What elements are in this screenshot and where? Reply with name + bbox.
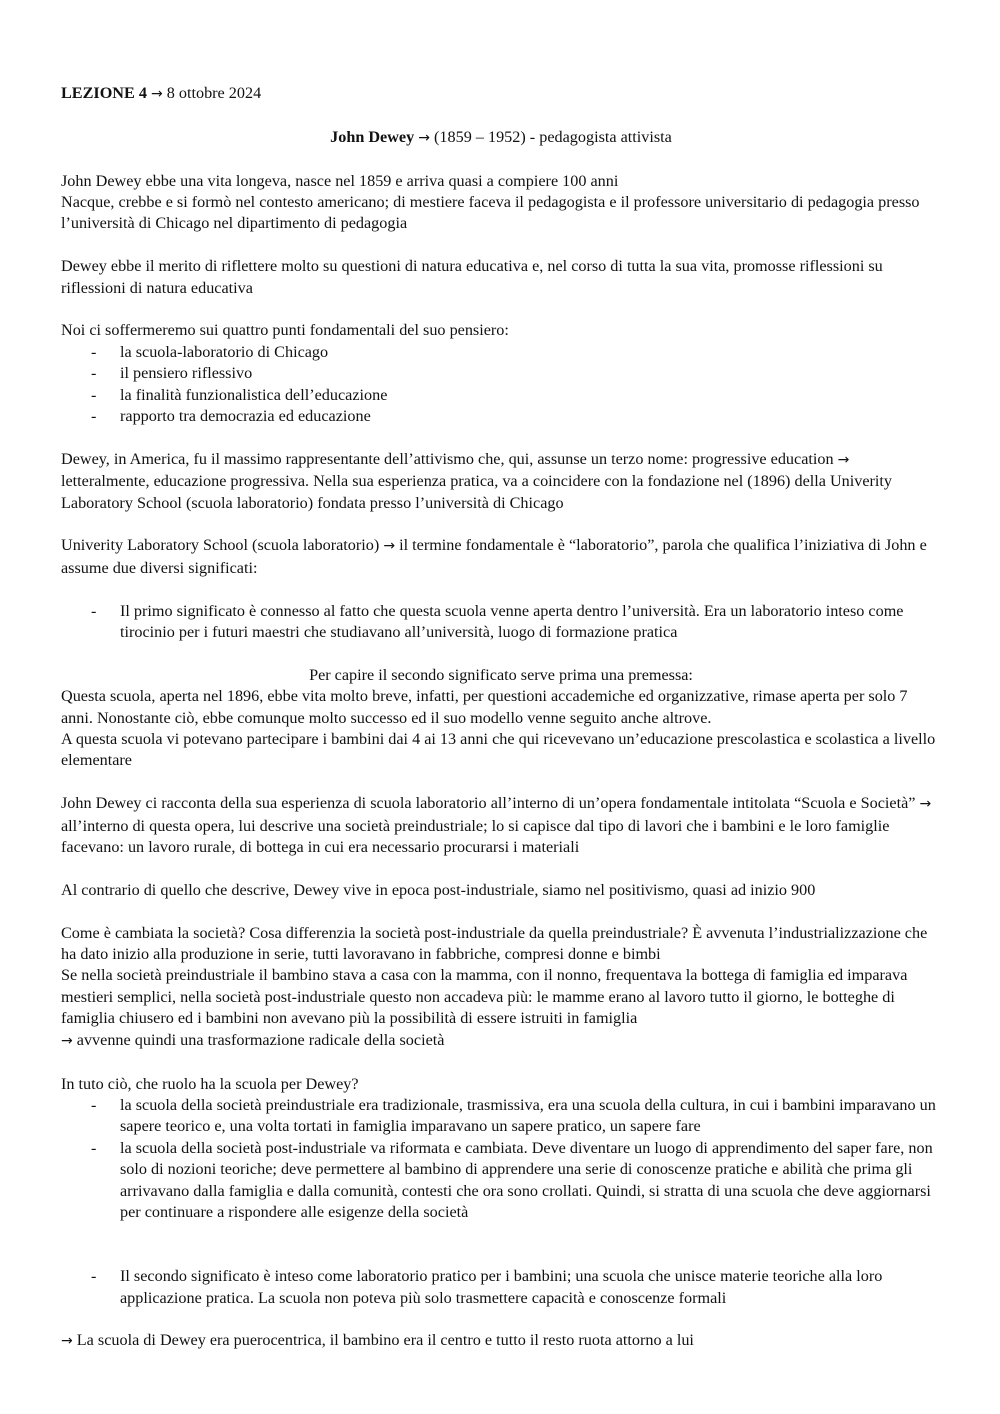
activism-text-1: Dewey, in America, fu il massimo rappresentante dell’attivismo che, qui, assunse un terzo nome: progressive education <box>61 449 834 468</box>
change-line-2: Se nella società preindustriale il bambino stava a casa con la mamma, con il nonno, frequentava la bottega di famiglia ed imparava mestieri semplici, nella società post-industriale questo non accadeva più: le mamme erano al lavoro tutto il giorno, le botteghe di famiglia chiusero ed i bambini non avevano più la possibilità di essere istruiti in famiglia <box>61 966 908 1028</box>
society-book-text-1: John Dewey ci racconta della sua esperienza di scuola laboratorio all’interno di un’opera fondamentale intitolata “Scuola e Società” <box>61 794 916 813</box>
points-intro: Noi ci soffermeremo sui quattro punti fondamentali del suo pensiero: <box>61 321 509 340</box>
premise-line-2: A questa scuola vi potevano partecipare i bambini dai 4 ai 13 anni che qui ricevevano un’educazione prescolastica e scolastica a livello elementare <box>61 730 936 770</box>
change-line-3 <box>61 1030 941 1052</box>
intro-line-1: John Dewey ebbe una vita longeva, nasce nel 1859 e arriva quasi a compiere 100 anni <box>61 171 619 190</box>
lab-school-paragraph <box>61 535 941 579</box>
premise-line-1: Questa scuola, aperta nel 1896, ebbe vita molto breve, infatti, per questioni accademiche ed organizzative, rimase aperta per solo 7 anni. Nonostante ciò, ebbe comunque molto successo ed il suo modello venne seguito anche altrove. <box>61 687 908 727</box>
society-book-paragraph <box>61 793 941 858</box>
list-item: - rapporto tra democrazia ed educazione <box>61 406 941 427</box>
list-item: - la scuola della società post-industriale va riformata e cambiata. Deve diventare un luogo di apprendimento del saper fare, non solo di nozioni teoriche; deve permettere al bambino di apprendere una serie di conoscenze pratiche e abilità che prima gli arrivavano dalla famiglia e dalla comunità, contesti che ora sono crollati. Quindi, si stratta di una scuola che deve aggiornarsi per continuare a rispondere alle esigenze della società <box>61 1138 941 1224</box>
change-text-3: avvenne quindi una trasformazione radicale della società <box>76 1030 445 1049</box>
arrow-right-icon: → <box>837 451 850 468</box>
document-body <box>61 83 941 1353</box>
list-item: - Il secondo significato è inteso come laboratorio pratico per i bambini; una scuola che unisce materie teoriche alla loro applicazione pratica. La scuola non poteva più solo trasmettere capacità e conoscenze formali <box>61 1266 941 1309</box>
change-line-1: Come è cambiata la società? Cosa differenzia la società post-industriale da quella preindustriale? È avvenuta l’industrializzazione che ha dato inizio alla produzione in serie, tutti lavoravano in fabbriche, compresi donne e bimbi <box>61 923 928 964</box>
list-item: - il pensiero riflessivo <box>61 363 941 384</box>
lesson-date: 8 ottobre 2024 <box>166 84 262 102</box>
lab-school-text-1: Univerity Laboratory School (scuola laboratorio) <box>61 536 380 555</box>
arrow-right-icon: → <box>150 86 163 102</box>
meaning-1-list <box>61 601 941 644</box>
arrow-right-icon: → <box>418 129 430 146</box>
arrow-right-icon: → <box>919 796 932 813</box>
school-role-list <box>61 1095 941 1223</box>
society-book-text-2: all’interno di questa opera, lui descrive una società preindustriale; lo si capisce dal tipo di lavori che i bambini e le loro famiglie facevano: un lavoro rurale, di bottega in cui era necessario procurarsi i materiali <box>61 816 890 857</box>
list-item: - la scuola-laboratorio di Chicago <box>61 342 941 363</box>
lesson-label: LEZIONE 4 <box>61 84 147 102</box>
title-name: John Dewey <box>330 127 415 146</box>
lab-school-text-2: il termine fondamentale è “laboratorio”, parola che qualifica l’iniziativa di John e assume due diversi significati: <box>61 536 927 577</box>
arrow-right-icon: → <box>61 1333 73 1350</box>
page-title <box>61 127 941 149</box>
activism-text-2: letteralmente, educazione progressiva. Nella sua esperienza pratica, va a coincidere con la fondazione nel (1896) della Univerity Laboratory School (scuola laboratorio) fondata presso l’università di Chicago <box>61 472 893 512</box>
meaning-2-list <box>61 1266 941 1309</box>
list-item: - la finalità funzionalistica dell’educazione <box>61 385 941 406</box>
post-industrial-paragraph: Al contrario di quello che descrive, Dewey vive in epoca post-industriale, siamo nel positivismo, quasi ad inizio 900 <box>61 880 816 899</box>
conclusion-text: La scuola di Dewey era puerocentrica, il bambino era il centro e tutto il resto ruota attorno a lui <box>76 1331 694 1350</box>
lesson-header <box>61 83 941 105</box>
list-item: - la scuola della società preindustriale era tradizionale, trasmissiva, era una scuola della cultura, in cui i bambini imparavano un sapere teorico e, una volta tortati in famiglia imparavano un sapere pratico, un sapere fare <box>61 1095 941 1138</box>
premise-heading: Per capire il secondo significato serve prima una premessa: <box>309 665 693 684</box>
merit-paragraph: Dewey ebbe il merito di riflettere molto su questioni di natura educativa e, nel corso di tutta la sua vita, promosse riflessioni su riflessioni di natura educativa <box>61 257 883 297</box>
arrow-right-icon: → <box>383 538 396 555</box>
arrow-right-icon: → <box>61 1032 73 1049</box>
intro-line-2: Nacque, crebbe e si formò nel contesto americano; di mestiere faceva il pedagogista e il professore universitario di pedagogia presso l’università di Chicago nel dipartimento di pedagogia <box>61 193 920 233</box>
points-list <box>61 342 941 428</box>
title-subtitle: (1859 – 1952) - pedagogista attivista <box>434 127 672 146</box>
list-item: - Il primo significato è connesso al fatto che questa scuola venne aperta dentro l’università. Era un laboratorio inteso come tirocinio per i futuri maestri che studiavano all’università, luogo di formazione pratica <box>61 601 941 644</box>
activism-paragraph <box>61 449 941 514</box>
conclusion-paragraph <box>61 1330 941 1352</box>
school-role-question: In tuto ciò, che ruolo ha la scuola per Dewey? <box>61 1074 359 1093</box>
